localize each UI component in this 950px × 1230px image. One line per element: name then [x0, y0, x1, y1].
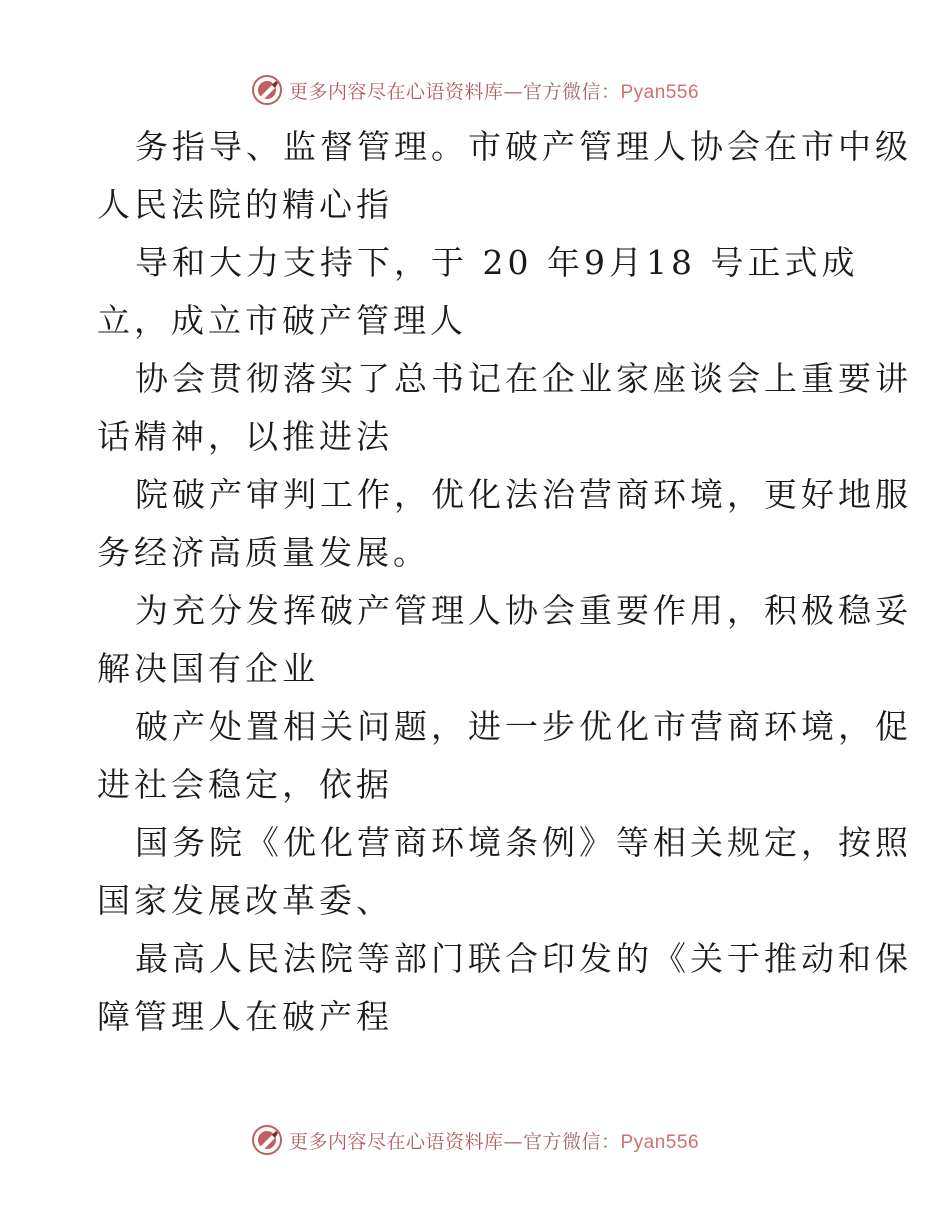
paragraph-line: 破产处置相关问题，进一步优化市营商环境，促: [135, 707, 912, 746]
paragraph-line: 院破产审判工作，优化法治营商环境，更好地服: [135, 475, 912, 514]
banner-site-name: 更多内容尽在心语资料库: [288, 80, 504, 103]
paragraph-line: 解决国有企业: [97, 649, 319, 688]
banner-site-name: 更多内容尽在心语资料库: [288, 1130, 504, 1153]
paragraph-line: 为充分发挥破产管理人协会重要作用，积极稳妥: [135, 591, 912, 630]
paragraph-line: 话精神，以推进法: [97, 417, 393, 456]
paragraph-line: 障管理人在破产程: [97, 997, 393, 1036]
paragraph-line: 国务院《优化营商环境条例》等相关规定，按照: [135, 823, 912, 862]
banner-wechat-id: Pyan556: [620, 81, 700, 103]
document-body: [97, 118, 912, 1046]
banner-wechat-id: Pyan556: [620, 1131, 700, 1153]
paragraph-line: 导和大力支持下，于 20 年9月18 号正式成: [135, 243, 859, 282]
paragraph-line: 最高人民法院等部门联合印发的《关于推动和保: [135, 939, 912, 978]
paragraph-line: 立，成立市破产管理人: [97, 301, 467, 340]
banner-dash: —: [503, 1130, 523, 1153]
paragraph-line: 人民法院的精心指: [97, 185, 393, 224]
banner-wechat-label: 官方微信：: [522, 1130, 621, 1153]
banner-text: [289, 1127, 699, 1154]
header-banner: [0, 70, 950, 110]
banner-text: [289, 77, 699, 104]
footer-banner: [0, 1120, 950, 1160]
pen-nib-logo-icon: [251, 74, 283, 106]
paragraph-line: 国家发展改革委、: [97, 881, 393, 920]
paragraph-line: 务指导、监督管理。市破产管理人协会在市中级: [135, 127, 912, 166]
banner-wechat-label: 官方微信：: [522, 80, 621, 103]
banner-dash: —: [503, 80, 523, 103]
pen-nib-logo-icon: [251, 1124, 283, 1156]
paragraph-line: 务经济高质量发展。: [97, 533, 430, 572]
paragraph-line: 协会贯彻落实了总书记在企业家座谈会上重要讲: [135, 359, 912, 398]
paragraph-line: 进社会稳定，依据: [97, 765, 393, 804]
